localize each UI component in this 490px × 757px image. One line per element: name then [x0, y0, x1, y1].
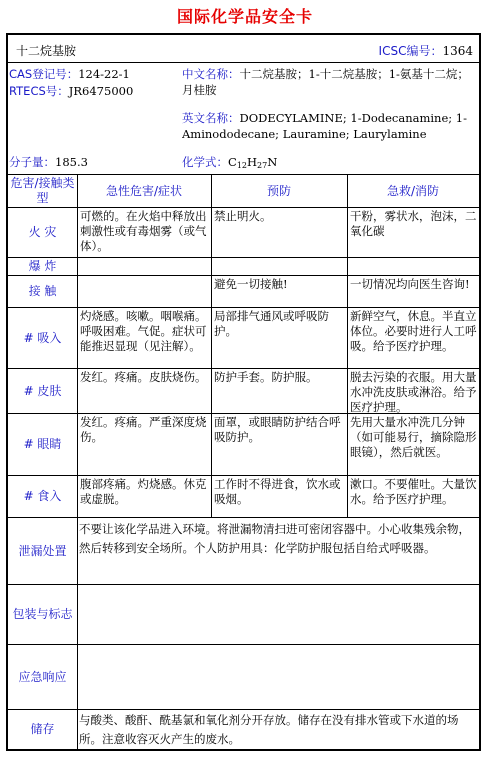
section-label-packaging: 包装与标志 — [12, 607, 73, 621]
spill-text: 不要让该化学品进入环境。将泄漏物清扫进可密闭容器中。小心收集残余物，然后转移到安全场所。个人防护用具：化学防护服包括自给式呼吸器。 — [79, 522, 470, 555]
icsc-label: ICSC编号： — [378, 44, 443, 58]
skin-acute: 发红。疼痛。皮肤烧伤。 — [80, 370, 207, 384]
row-label-inhalation: # 吸入 — [23, 330, 62, 345]
chemical-name: 十二烷基胺 — [16, 44, 77, 58]
skin-aid: 脱去污染的衣服。用大量水冲洗皮肤或淋浴。给予医疗护理。 — [350, 370, 477, 414]
eyes-aid: 先用大量水冲洗几分钟（如可能易行，摘除隐形眼镜），然后就医。 — [350, 415, 477, 459]
header-acute: 急性危害/症状 — [105, 183, 183, 198]
skin-prevention: 防护手套。防护服。 — [214, 370, 318, 384]
row-label-explosion: 爆 炸 — [28, 259, 57, 273]
row-label-eyes: # 眼睛 — [23, 437, 62, 451]
cas-value: 124-22-1 — [78, 67, 130, 81]
section-label-spill: 泄漏处置 — [18, 543, 67, 558]
eyes-acute: 发红。疼痛。严重深度烧伤。 — [80, 415, 207, 444]
cas-label: CAS登记号： — [9, 67, 79, 81]
mw-value: 185.3 — [55, 155, 88, 169]
contact-aid: 一切情况均向医生咨询! — [350, 277, 470, 291]
section-label-emergency: 应急响应 — [18, 669, 67, 684]
chinese-name — [182, 66, 472, 98]
row-label-skin: # 皮肤 — [23, 383, 62, 398]
fire-acute: 可燃的。在火焰中释放出刺激性或有毒烟雾（或气体）。 — [80, 209, 207, 253]
icsc-number — [379, 42, 473, 59]
inhalation-prevention: 局部排气通风或呼吸防护。 — [214, 309, 329, 338]
formula-label: 化学式： — [182, 155, 228, 169]
eyes-prevention: 面罩，或眼睛防护结合呼吸防护。 — [214, 415, 341, 444]
contact-prevention: 避免一切接触! — [214, 277, 288, 291]
rtecs-label: RTECS号： — [9, 84, 69, 98]
rtecs-value: JR6475000 — [68, 84, 134, 98]
ingestion-aid: 漱口。不要催吐。大量饮水。给予医疗护理。 — [350, 477, 477, 506]
cn-name-value: 十二烷基胺；1-十二烷基胺；1-氨基十二烷；月桂胺 — [182, 67, 469, 97]
storage-text: 与酸类、酸酐、酰基氯和氧化剂分开存放。储存在没有排水管或下水道的场所。注意收容灭火产生的废水。 — [79, 713, 459, 746]
page-title: 国际化学品安全卡 — [176, 7, 313, 26]
header-type: 危害/接触类型 — [10, 176, 75, 205]
fire-prevention: 禁止明火。 — [214, 209, 272, 223]
mw-label: 分子量： — [9, 155, 55, 169]
ingestion-prevention: 工作时不得进食，饮水或吸烟。 — [214, 477, 341, 506]
rtecs-number — [9, 83, 133, 99]
inhalation-aid: 新鲜空气，休息。半直立体位。必要时进行人工呼吸。给予医疗护理。 — [350, 309, 477, 353]
inhalation-acute: 灼烧感。咳嗽。咽喉痛。呼吸困难。气促。症状可能推迟显现（见注解）。 — [80, 309, 207, 353]
ingestion-acute: 腹部疼痛。灼烧感。休克或虚脱。 — [80, 477, 207, 506]
chemical-formula: 化学式：$C_{12}H_{27}N$ — [182, 155, 278, 170]
cn-name-label: 中文名称： — [182, 67, 240, 81]
molecular-weight — [9, 154, 88, 170]
icsc-value: 1364 — [442, 44, 473, 58]
row-label-fire: 火 灾 — [28, 225, 57, 239]
english-name — [182, 110, 472, 142]
safety-card — [6, 33, 481, 751]
cas-number — [9, 66, 130, 82]
en-name-label: 英文名称： — [182, 111, 240, 125]
row-label-contact: 接 触 — [28, 284, 57, 298]
section-label-storage: 储存 — [30, 722, 55, 736]
row-label-ingestion: # 食入 — [23, 489, 62, 503]
en-name-value: DODECYLAMINE; 1-Dodecanamine; 1-Aminododecane; Lauramine; Laurylamine — [182, 111, 468, 141]
header-first-aid: 急救/消防 — [386, 183, 440, 198]
fire-aid: 干粉，雾状水，泡沫，二氧化碳 — [350, 209, 477, 238]
header-prevention: 预防 — [266, 183, 291, 198]
